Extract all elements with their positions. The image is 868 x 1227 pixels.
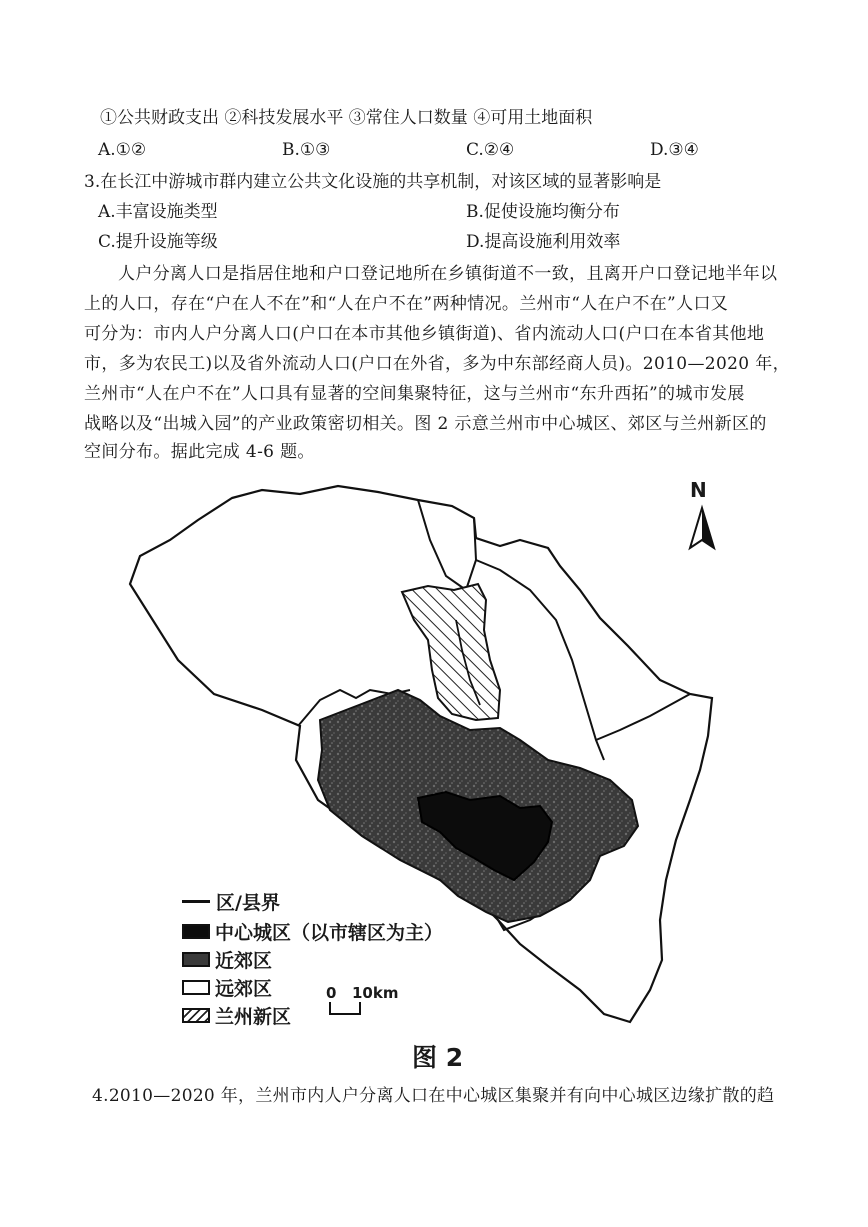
legend-new [182,1002,291,1029]
legend-far [182,974,272,1001]
q3-option-a: A.丰富设施类型 [98,202,218,222]
legend-boundary-label: 区/县界 [216,892,280,914]
scale-distance: 10km [352,984,399,1002]
q4-stem: 4.2010—2020 年，兰州市内人户分离人口在中心城区集聚并有向中心城区边缘扩散的趋 [92,1086,775,1106]
passage-line-7: 空间分布。据此完成 4-6 题。 [84,442,315,462]
center-swatch-icon [182,924,210,939]
passage-line-2: 上的人口，存在“户在人不在”和“人在户不在”两种情况。兰州市“人在户不在”人口又 [84,294,729,314]
passage-line-3: 可分为：市内人户分离人口(户口在本市其他乡镇街道)、省内流动人口(户口在本省其他地 [84,324,765,344]
north-arrow-icon [690,508,714,548]
passage-line-5: 兰州市“人在户不在”人口具有显著的空间集聚特征，这与兰州市“东升西拓”的城市发展 [84,384,745,404]
q2-option-c: C.②④ [466,140,515,160]
q3-option-b: B.促使设施均衡分布 [466,202,620,222]
q3-stem: 3.在长江中游城市群内建立公共文化设施的共享机制，对该区域的显著影响是 [84,172,662,192]
legend-far-label: 远郊区 [215,978,273,1000]
scale-zero: 0 [326,984,337,1002]
near-swatch-icon [182,952,210,967]
legend-center-label: 中心城区（以市辖区为主） [215,922,444,944]
passage-line-1: 人户分离人口是指居住地和户口登记地所在乡镇街道不一致，且离开户口登记地半年以 [118,264,778,284]
legend-near [182,946,272,973]
scale-bar [330,1002,360,1014]
q3-option-d: D.提高设施利用效率 [466,232,621,252]
new-area-swatch-icon [182,1008,210,1023]
q2-option-d: D.③④ [650,140,699,160]
figure-caption: 图 2 [412,1043,464,1072]
boundary-line-icon [182,900,210,903]
q2-option-a: A.①② [98,140,147,160]
legend-boundary [182,888,280,915]
q3-option-c: C.提升设施等级 [98,232,218,252]
passage-line-6: 战略以及“出城入园”的产业政策密切相关。图 2 示意兰州市中心城区、郊区与兰州新区的 [84,414,767,434]
north-label: N [690,478,707,502]
legend-center [182,918,443,945]
legend-new-label: 兰州新区 [215,1006,292,1028]
q2-option-b: B.①③ [282,140,331,160]
passage-line-4: 市，多为农民工)以及省外流动人口(户口在外省，多为中东部经商人员)。2010—2020 年， [84,354,790,374]
legend-near-label: 近郊区 [215,950,273,972]
far-swatch-icon [182,980,210,995]
q2-items-line: ①公共财政支出 ②科技发展水平 ③常住人口数量 ④可用土地面积 [100,108,593,128]
